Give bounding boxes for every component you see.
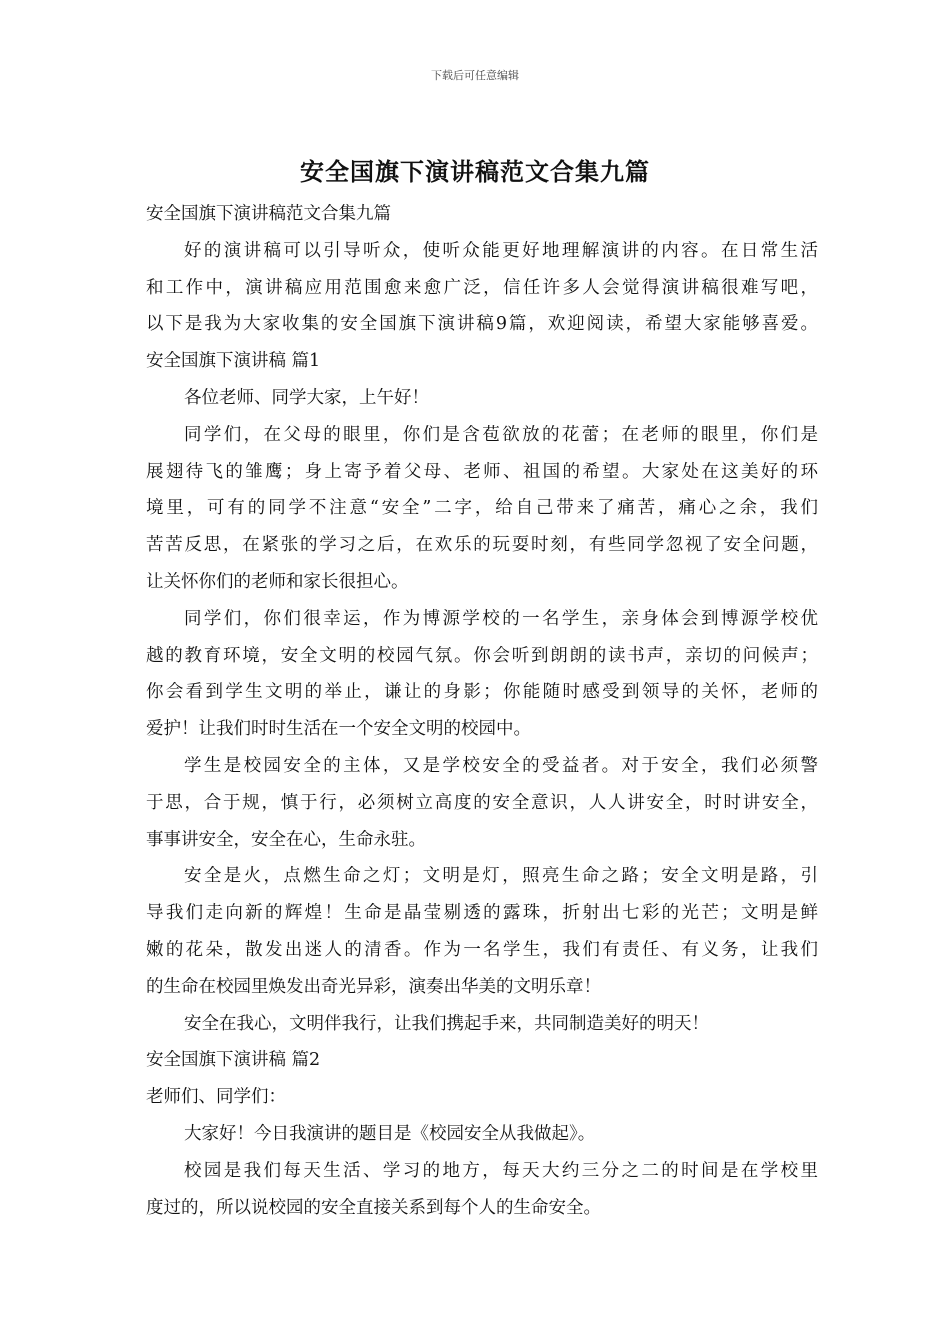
text-line: 安全是火，点燃生命之灯；文明是灯，照亮生命之路；安全文明是路，引 bbox=[184, 866, 818, 887]
text-line: 以下是我为大家收集的安全国旗下演讲稿9篇，欢迎阅读，希望大家能够喜爱。 bbox=[146, 314, 818, 335]
text-line: 越的教育环境，安全文明的校园气氛。你会听到朗朗的读书声，亲切的问候声； bbox=[146, 645, 818, 666]
text-line: 大家好！今日我演讲的题目是《校园安全从我做起》。 bbox=[184, 1123, 596, 1144]
document-title: 安全国旗下演讲稿范文合集九篇 bbox=[300, 157, 650, 186]
text-line: 的生命在校园里焕发出奇光异彩，演奏出华美的文明乐章！ bbox=[146, 976, 601, 997]
text-line: 同学们，在父母的眼里，你们是含苞欲放的花蕾；在老师的眼里，你们是 bbox=[184, 424, 818, 445]
text-line: 嫩的花朵，散发出迷人的清香。作为一名学生，我们有责任、有义务，让我们 bbox=[146, 939, 818, 960]
text-line: 度过的，所以说校园的安全直接关系到每个人的生命安全。 bbox=[146, 1197, 601, 1218]
text-line: 安全国旗下演讲稿范文合集九篇 bbox=[146, 204, 391, 224]
text-line: 你会看到学生文明的举止，谦让的身影；你能随时感受到领导的关怀，老师的 bbox=[146, 682, 818, 703]
text-line: 于思，合于规，慎于行，必须树立高度的安全意识，人人讲安全，时时讲安全， bbox=[146, 792, 818, 813]
text-line: 好的演讲稿可以引导听众，使听众能更好地理解演讲的内容。在日常生活 bbox=[184, 240, 818, 261]
text-line: 和工作中，演讲稿应用范围愈来愈广泛，信任许多人会觉得演讲稿很难写吧， bbox=[146, 277, 818, 298]
text-line: 让关怀你们的老师和家长很担心。 bbox=[146, 571, 409, 592]
text-line: 展翅待飞的雏鹰；身上寄予着父母、老师、祖国的希望。大家处在这美好的环 bbox=[146, 461, 818, 482]
text-line: 安全国旗下演讲稿 篇1 bbox=[146, 351, 321, 372]
text-line: 爱护！让我们时时生活在一个安全文明的校园中。 bbox=[146, 719, 531, 740]
text-line: 境里，可有的同学不注意“安全”二字，给自己带来了痛苦，痛心之余，我们 bbox=[146, 498, 818, 519]
text-line: 导我们走向新的辉煌！生命是晶莹剔透的露珠，折射出七彩的光芒；文明是鲜 bbox=[146, 903, 818, 924]
text-line: 老师们、同学们： bbox=[146, 1087, 286, 1108]
text-line: 安全国旗下演讲稿 篇2 bbox=[146, 1050, 321, 1071]
text-line: 事事讲安全，安全在心，生命永驻。 bbox=[146, 829, 426, 850]
document-body bbox=[146, 196, 818, 1226]
text-line: 学生是校园安全的主体，又是学校安全的受益者。对于安全，我们必须警 bbox=[184, 755, 818, 776]
text-line: 苦苦反思，在紧张的学习之后，在欢乐的玩耍时刻，有些同学忽视了安全问题， bbox=[146, 535, 818, 556]
text-line: 各位老师、同学大家，上午好！ bbox=[184, 387, 429, 408]
text-line: 安全在我心，文明伴我行，让我们携起手来，共同制造美好的明天！ bbox=[184, 1013, 709, 1034]
text-line: 同学们，你们很幸运，作为博源学校的一名学生，亲身体会到博源学校优 bbox=[184, 608, 818, 629]
text-line: 校园是我们每天生活、学习的地方，每天大约三分之二的时间是在学校里 bbox=[184, 1160, 818, 1181]
header-note: 下载后可任意编辑 bbox=[431, 69, 519, 82]
